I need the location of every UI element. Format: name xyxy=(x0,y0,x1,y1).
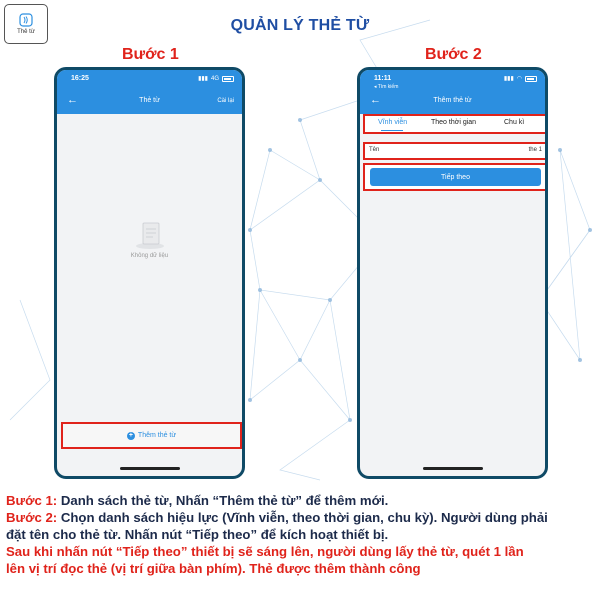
name-field-value[interactable]: the 1 xyxy=(528,147,542,153)
step-2-label: Bước 2 xyxy=(425,46,482,63)
wifi-icon: ◠ xyxy=(516,76,522,82)
network-label: 4G xyxy=(210,75,219,82)
name-field-label: Tên xyxy=(369,147,380,153)
tab-permanent[interactable]: Vĩnh viễn xyxy=(378,119,408,126)
nav-header xyxy=(360,70,545,114)
home-indicator xyxy=(423,467,483,470)
empty-state-text: Không dữ liệu xyxy=(130,253,169,259)
plus-icon: + xyxy=(128,431,133,439)
back-to-app-link[interactable]: ◂ Tìm kiếm xyxy=(374,84,399,90)
validity-tabs xyxy=(363,114,548,134)
phone-screen-add-card xyxy=(357,67,548,479)
empty-state xyxy=(57,220,242,259)
instruction-line-2 xyxy=(6,509,596,526)
add-card-label: Thêm thẻ từ xyxy=(137,432,177,439)
next-button[interactable]: Tiếp theo xyxy=(370,168,541,186)
back-arrow-icon[interactable]: ← xyxy=(370,94,381,106)
phone-screen-card-list xyxy=(54,67,245,479)
tab-by-time[interactable]: Theo thời gian xyxy=(431,119,477,126)
instruction-line-4: Sau khi nhấn nút “Tiếp theo” thiết bị sẽ sáng lên, người dùng lấy thẻ từ, quét 1 lần xyxy=(6,544,524,559)
battery-icon xyxy=(222,76,234,82)
home-indicator xyxy=(120,467,180,470)
battery-icon xyxy=(525,76,537,82)
page-title: QUẢN LÝ THẺ TỪ xyxy=(230,17,370,34)
instructions xyxy=(6,492,596,577)
add-card-button[interactable] xyxy=(61,422,242,449)
nav-title: Thẻ từ xyxy=(139,97,160,104)
instruction-line-5: lên vị trí đọc thẻ (vị trí giữa bàn phím). Thẻ được thêm thành công xyxy=(6,561,421,576)
next-button-highlight xyxy=(363,163,548,191)
instruction-step-1-tag: Bước 1: xyxy=(6,493,58,508)
tab-cycle[interactable]: Chu kì xyxy=(504,119,525,126)
nav-header xyxy=(57,70,242,114)
step-1-label: Bước 1 xyxy=(122,46,179,63)
nav-title: Thêm thẻ từ xyxy=(433,97,472,104)
status-icons xyxy=(198,75,234,82)
card-name-field[interactable] xyxy=(363,142,548,160)
signal-icon: ▮▮▮ xyxy=(198,76,208,82)
instruction-step-1-text: Danh sách thẻ từ, Nhấn “Thêm thẻ từ” để thêm mới. xyxy=(57,493,389,508)
empty-document-icon xyxy=(133,220,167,250)
status-time: 11:11 xyxy=(374,75,392,82)
instruction-line-3: đặt tên cho thẻ từ. Nhấn nút “Tiếp theo” để kích hoạt thiết bị. xyxy=(6,527,389,542)
back-arrow-icon[interactable]: ← xyxy=(67,94,78,106)
reset-button[interactable]: Cài lại xyxy=(217,98,234,104)
instruction-step-2-text: Chọn danh sách hiệu lực (Vĩnh viễn, theo thời gian, chu kỳ). Người dùng phải xyxy=(57,510,548,525)
status-icons xyxy=(504,75,537,82)
signal-icon: ▮▮▮ xyxy=(503,76,514,82)
instruction-line-1 xyxy=(6,492,596,509)
logo-label: Thẻ từ xyxy=(17,29,35,35)
active-tab-indicator xyxy=(381,130,403,131)
instruction-step-2-tag: Bước 2: xyxy=(6,510,58,525)
status-time: 16:25 xyxy=(71,75,89,82)
